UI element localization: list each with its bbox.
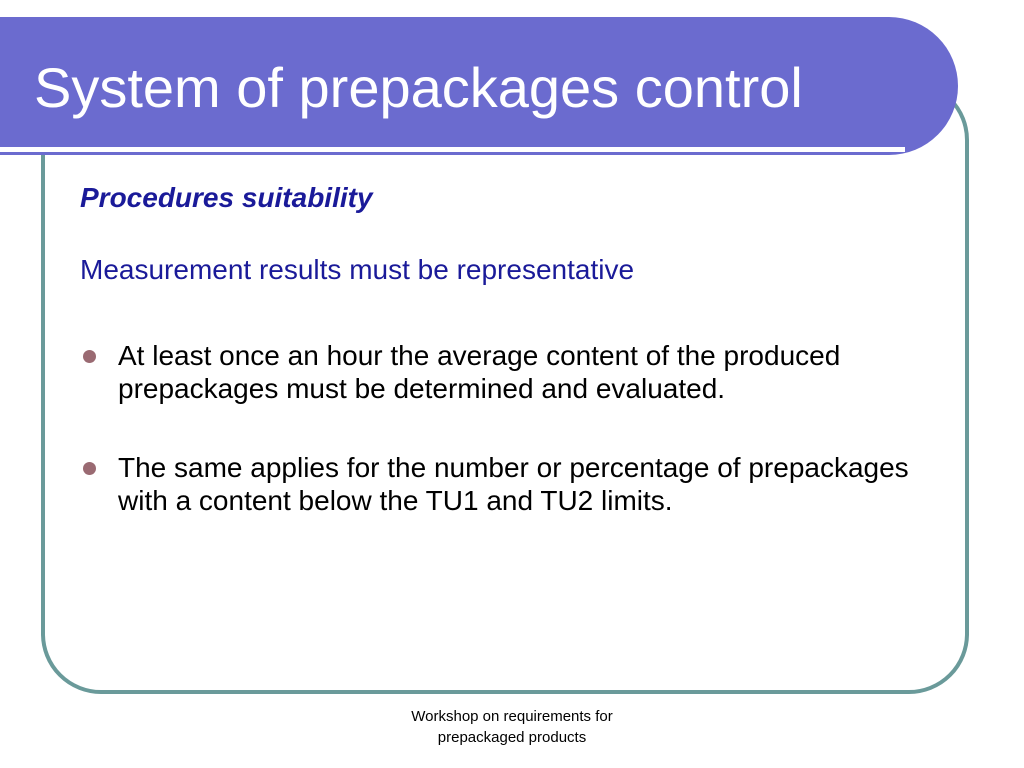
bullet-dot-icon: [83, 462, 96, 475]
bullet-text: The same applies for the number or percentage of prepackages with a content below the TU1 and TU2 limits.: [118, 452, 909, 516]
bullet-item: [80, 451, 940, 517]
bullet-dot-icon: [83, 350, 96, 363]
footer-line-2: prepackaged products: [437, 729, 587, 746]
lead-statement: Measurement results must be representative: [80, 254, 635, 285]
section-subtitle: Procedures suitability: [80, 182, 373, 213]
footer-text: [362, 706, 662, 748]
slide-title: System of prepackages control: [34, 56, 803, 119]
bullet-item: [80, 339, 940, 405]
bullet-text: At least once an hour the average content of the produced prepackages must be determined and evaluated.: [118, 340, 841, 404]
footer-line-1: Workshop on requirements for: [411, 708, 613, 725]
bullet-list: [80, 339, 940, 563]
title-bar: [0, 17, 958, 155]
title-underline: [0, 147, 905, 152]
